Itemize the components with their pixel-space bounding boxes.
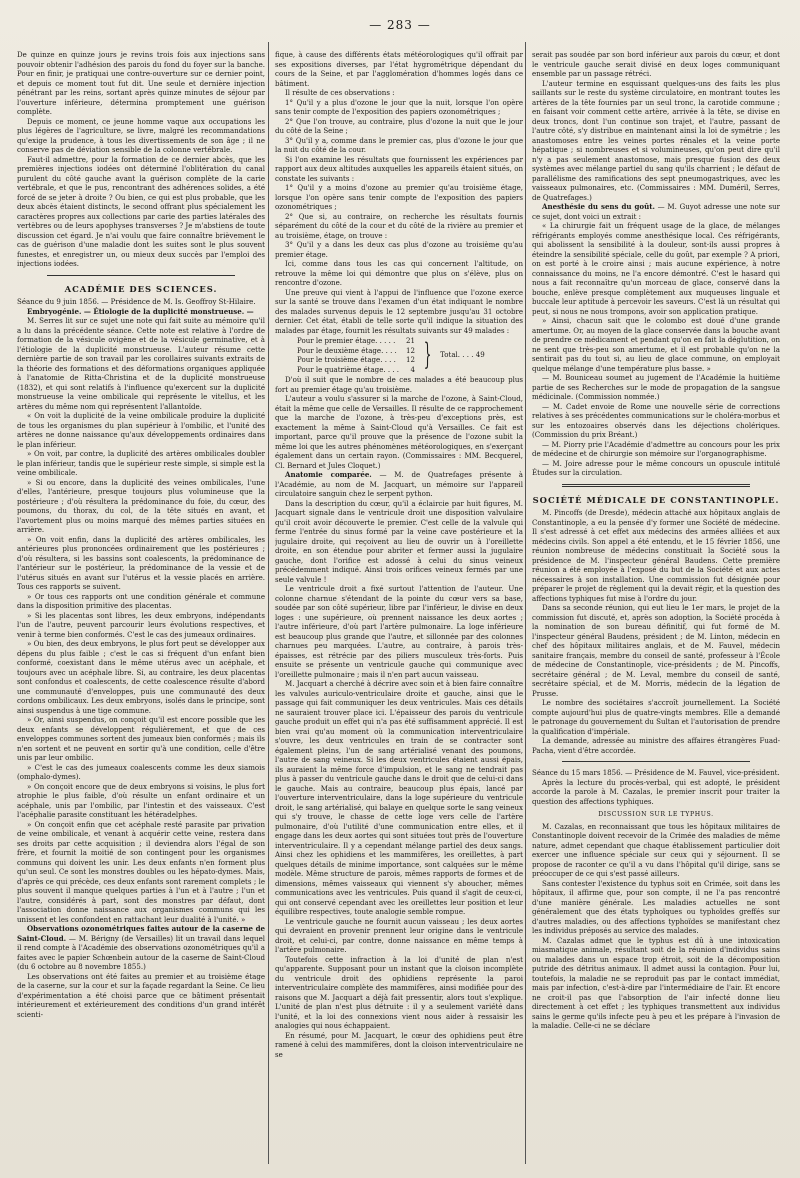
paragraph: » Or, ainsi suspendus, on conçoit qu'il est encore possible que les deux enfants se développent régulièrement, et que de ces enveloppes communes sortent des jumeaux bien conformés ; mais ils n'en sortent et ne peuvent en sortir qu'à une condition, celle d'être unis par leur ombilic. — [17, 715, 265, 762]
section-rule — [47, 275, 235, 276]
paragraph: serait pas soudée par son bord inférieur aux parois du cœur, et dont le ventricule gauche serait divisé en deux loges communiquant ensemble par un passage rétréci. — [532, 50, 780, 78]
paragraph — [17, 307, 265, 317]
paragraph: fique, à cause des différents états météorologiques qu'il offrait par ses expositions diverses, par l'état hygrométrique dépendant du cours de la Seine, et par l'agglomération d'hommes logés dans ce bâtiment. — [275, 50, 523, 88]
paragraph: — M. Cadet envoie de Rome une nouvelle série de corrections relatives à ses précédentes communications sur le choléra-morbus et sur les entozoaires observés dans les déjections cholériques. (Commission du prix Bréant.) — [532, 401, 780, 439]
section-title-academie: ACADÉMIE DES SCIENCES. — [64, 283, 218, 294]
paragraph: — M. Joire adresse pour le même concours un opuscule intitulé Études sur la circulation. — [532, 458, 780, 477]
session-line: Séance du 15 mars 1856. — Présidence de M. Fauvel, vice-président. — [532, 768, 780, 777]
embryo-title: — Étiologie de la duplicité monstrueuse. — — [81, 306, 254, 316]
paragraph: L'auteur a voulu s'assurer si la marche de l'ozone, à Saint-Cloud, était la même que celle de Versailles. Il résulte de ce rapprochement que la marche de l'ozone, à très-peu d'exceptions près, est exactement la même à Saint-Cloud qu'à Versailles. Ce fait est important, parce qu'il prouve que la présence de l'ozone subit la même loi que les autres phénomènes météorologiques, en s'exerçant également dans un certain rayon. (Commissaires : MM. Becquerel, Cl. Bernard et Jules Cloquet.) — [275, 394, 523, 470]
paragraph: Toutefois cette infraction à la loi d'unité de plan n'est qu'apparente. Supposant pour un instant que la cloison incomplète du ventricule droit des ophidiens représente la paroi interventriculaire complète des mammifères, ainsi modifiée pour des raisons que M. Jacquart a déjà fait pressentir, alors tout s'explique. L'unité de plan n'est plus détruite : il y a seulement variété dans l'unité, et la loi des connexions vient nous aider à ressaisir les analogies qui nous échappaient. — [275, 954, 523, 1030]
paragraph: Faut-il admettre, pour la formation de ce dernier abcès, que les premières injections iodées ont déterminé l'oblitération du canal purulent du côté gauche avant la guérison complète de la carie vertébrale, et que le pus, rencontrant des adhérences solides, a été forcé de se jeter à droite ? Ou bien, ce qui est plus probable, que les deux abcès étaient distincts, le second offrant plus spécialement les caractères propres aux collections par carie des parties latérales des vertèbres ou de leurs apophyses transverses ? Je m'abstiens de toute discussion cet égard. Je n'ai voulu que faire connaître brièvement le cas de guérison d'une maladie dont les suites sont le plus souvent funestes, et enregistrer un, ou mieux deux succès par l'emploi des injections iodées. — [17, 154, 265, 268]
paragraph: En résumé, pour M. Jacquart, le cœur des ophidiens peut être ramené à celui des mammifères, dont la cloison interventriculaire ne se — [275, 1030, 523, 1059]
paragraph: — M. Bouniceau soumet au jugement de l'Académie la huitième partie de ses Recherches sur le mode de propagation de la sangsue médicinale. (Commission nommée.) — [532, 373, 780, 401]
paragraph: 2° Que si, au contraire, on recherche les résultats fournis séparément du côté de la cour et du côté de la rivière au premier et au troisième, étage, on trouve : — [275, 211, 523, 240]
paragraph: Si l'on examine les résultats que fournissent les expériences par rapport aux deux altitudes auxquelles les appareils étaient situés, on constate les suivants : — [275, 154, 523, 183]
paragraph: Depuis ce moment, ce jeune homme vaque aux occupations les plus légères de l'agriculture, se livre, malgré les recommandations qu'exige la prudence, à tous les divertissements de son âge ; il ne conserve pas de déviation sensible de la colonne vertébrale. — [17, 116, 265, 154]
section-rule — [562, 484, 750, 487]
paragraph-text: — M. Bérigny (de Versailles) lit un travail dans lequel il rend compte à l'Académie des observations ozonométriques qu'il a faites avec le papier Schœnbein autour de la caserne de Saint-Cloud (du 6 octobre au 8 novembre 1855.) — [17, 933, 265, 971]
paragraph: 3° Qu'il y a dans les deux cas plus d'ozone au troisième qu'au premier étage. — [275, 240, 523, 259]
page-number: — 283 — — [369, 18, 431, 32]
column-3 — [532, 50, 780, 1162]
brace-glyph: } — [423, 337, 432, 372]
paragraph: De quinze en quinze jours je revins trois fois aux injections sans pouvoir obtenir l'adhésion des parois du fond du foyer sur la banche. Pour en finir, je pratiquai une contre-ouverture sur ce dernier point, et depuis ce moment tout fut dit. Une seule et dernière injection pénétrant par les reins, sortant après quinze minutes de séjour par l'ouverture inférieure, détermina promptement une guérison complète. — [17, 50, 265, 116]
paragraph: » Si les placentas sont libres, les deux embryons, indépendants l'un de l'autre, peuvent parcourir leurs évolutions respectives, et venir à terme bien conformés. C'est le cas des jumeaux ordinaires. — [17, 610, 265, 639]
paragraph: » On conçoit enfin que cet acéphale resté parasite par privation de veine ombilicale, et venant à acquérir cette veine, restera dans ses droits par cette acquisition ; il deviendra alors l'égal de son frère, et fournit la moitié de son contingent pour les organismes communs qui doivent les unir. Les deux enfants n'en forment plus qu'un seul. Ce sont les monstres doubles ou les hépato-dymes. Mais, d'après ce qui précède, ces deux enfants sont rarement complets ; le plus souvent il manque quelques parties à l'un et à l'autre ; l'un et l'autre, considérés à part, sont des monstres par défaut, dont l'association donne naissance aux organismes communs qui les unissent et les confondent en rattachant leur dualité à l'unité. » — [17, 819, 265, 924]
session-line: Séance du 9 juin 1856. — Présidence de M. Is. Geoffroy St-Hilaire. — [17, 297, 256, 306]
paragraph: Les observations ont été faites au premier et au troisième étage de la caserne, sur la cour et sur la façade regardant la Seine. Ce lieu d'expérimentation a été choisi parce que ce bâtiment présentait intérieurement et extérieurement des conditions d'un grand intérêt scienti- — [17, 971, 265, 1019]
embryo-heading: Embryogénie. — [27, 306, 82, 316]
list-item: Pour le troisième étage. . . . 12 — [297, 355, 415, 364]
column-rule — [268, 42, 269, 1164]
paragraph: » C'est le cas des jumeaux coalescents comme les deux siamois (omphalo-dymes). — [17, 762, 265, 781]
column-2 — [275, 50, 523, 1162]
paragraph: Ici, comme dans tous les cas qui concernent l'altitude, on retrouve la même loi qui démontre que plus on s'élève, plus on rencontre d'ozone. — [275, 259, 523, 287]
paragraph: Il résulte de ces observations : — [285, 88, 395, 97]
paragraph: Sans contester l'existence du typhus soit en Crimée, soit dans les hôpitaux, il affirme que, pour son compte, il ne l'a pas rencontré d'une manière générale. Les maladies actuelles ne sont généralement que des états typhoïques ou typhoïdes greffés sur d'autres maladies, ou des affections typhoïdes se manifestant chez les individus préposés au service des malades. — [532, 878, 780, 935]
column-rule — [525, 42, 526, 1164]
paragraph: 3° Qu'il y a, comme dans le premier cas, plus d'ozone le jour que la nuit du côté de la cour. — [275, 135, 523, 154]
paragraph: » On voit enfin, dans la duplicité des artères ombilicales, les antérieures plus prononcées ordinairement que les postérieures ; d'où résultera, si les bassins sont coalescents, la prédominance de l'antérieur sur le postérieur, la prédominance de la vessie et de l'utérus situés en avant sur l'utérus et la vessie placés en arrière. Tous ces rapports se suivent. — [17, 534, 265, 591]
paragraph: » Ainsi, chacun sait que le colombo est doué d'une grande amertume. Or, au moyen de la glace conservée dans la bouche avant de prendre ce médicament et pendant qu'on en fait la déglutition, on ne sent que très-peu son amertume, et il est probable qu'on ne la sentirait pas du tout si, au lieu de glace commune, on employait quelque mélange d'une température plus basse. » — [532, 316, 780, 373]
paragraph-text: — M. de Quatrefages présente à l'Académie, au nom de M. Jacquart, un mémoire sur l'appareil circulatoire sanguin chez le serpent python. — [275, 470, 523, 498]
paragraph: Une preuve qui vient à l'appui de l'influence que l'ozone exerce sur la santé se trouve dans l'examen d'un état indiquant le nombre des malades survenus depuis le 12 septembre jusqu'au 31 octobre dernier. Cet état, établi de telle sorte qu'il indique la situation des malades par étage, fournit les résultats suivants sur 49 malades : — [275, 287, 523, 335]
paragraph: » On conçoit encore que de deux embryons si voisins, le plus fort atrophie le plus faible, d'où résulte un enfant ordinaire et un acéphale, unis par l'ombilic, par l'intestin et des vaisseaux. C'est l'acéphalie parasite constituant les hétéradelphes. — [17, 781, 265, 819]
paragraph: 1° Qu'il y a plus d'ozone le jour que la nuit, lorsque l'on opère sans tenir compte de l'exposition des papiers ozonométriques ; — [275, 97, 523, 116]
sick-total: Total. . . . 49 — [440, 350, 485, 360]
ozone-heading: Observations ozonométriques faites autour de la caserne de Saint-Cloud. — [17, 924, 265, 943]
paragraph — [532, 202, 780, 221]
paragraph: » On voit, par contre, la duplicité des artères ombilicales doubler le plan inférieur, tandis que le supérieur reste simple, si simple est la veine ombilicale. — [17, 449, 265, 477]
section-title-societe: SOCIÉTÉ MÉDICALE DE CONSTANTINOPLE. — [532, 494, 780, 505]
paragraph: M. Cazalas admet que le typhus est dû à une intoxication miasmatique animale, résultant soit de la réunion d'individus sains ou malades dans un espace trop étroit, soit de la décomposition putride des détritus animaux. Il admet aussi la contagion. Pour lui, toutefois, la maladie ne se reproduit pas par le contact immédiat, mais par infection, c'est-à-dire par l'intermédiaire de l'air. Et encore ne croit-il pas que l'absorption de l'air infecté donne lieu directement à cet effet ; les typhiques transmettent aux individus sains le germe qu'ils infecte peu à peu et les prépare à l'invasion de la maladie. Celle-ci ne se déclare — [532, 935, 780, 1030]
paragraph: » Si ou encore, dans la duplicité des veines ombilicales, l'une d'elles, l'antérieure, presque toujours plus volumineuse que la postérieure ; d'où résultera la prédominance du foie, du cœur, des poumons, du thorax, du col, de la tête situés en avant, et l'avortement plus ou moins marqué des mêmes parties situées en arrière. — [17, 477, 265, 534]
paragraph: L'auteur termine en esquissant quelques-uns des faits les plus saillants sur le reste du système circulatoire, en montrant toutes les artères de la tête fournies par un seul tronc, la carotide commune ; en faisant voir comment cette artère, arrivée à la tête, se divise en deux troncs, dont l'un continue son trajet, et l'autre, passant de l'autre côté, s'y distribue en maintenant ainsi la loi de symétrie ; les anastomoses entre les veines portes rénales et la veine porte hépatique ; si nombreuses et si volumineuses, qu'on peut dire qu'il n'y a pas seulement anastomose, mais presque fusion des deux systèmes avec mélange partiel du sang qu'ils charrient ; le défaut de parallélisme des ramifications des sept pneumogastriques, avec les vaisseaux pulmonaires, etc. (Commissaires : MM. Duméril, Serres, de Quatrefages.) — [532, 78, 780, 202]
paragraph: Le ventricule gauche ne fournit aucun vaisseau ; les deux aortes qui devraient en provenir prennent leur origine dans le ventricule droit, et celui-ci, par contre, donne naissance en même temps à l'artère pulmonaire. — [275, 916, 523, 954]
paragraph: « On voit la duplicité de la veine ombilicale produire la duplicité de tous les organismes du plan supérieur à l'ombilic, et l'unité des artères ne donne naissance qu'aux développements ordinaires dans le plan inférieur. — [17, 411, 265, 449]
paragraph: Après la lecture du procès-verbal, qui est adopté, le président accorde la parole à M. Cazalas, le premier inscrit pour traiter la question des affections typhiques. — [532, 777, 780, 806]
paragraph: La demande, adressée au ministre des affaires étrangères Fuad-Pacha, vient d'être accordée. — [532, 736, 780, 755]
paragraph: « La chirurgie fait un fréquent usage de la glace, de mélanges réfrigérants employés comme anesthésique local. Ces réfrigérants, qui abolissent la sensibilité à la douleur, sont-ils aussi propres à éteindre la sensibilité spéciale, celle du goût, par exemple ? A priori, on est porté à le croire ainsi ; mais aucune expérience, à notre connaissance du moins, ne l'a encore démontré. C'est le hasard qui nous a fait reconnaître qu'un morceau de glace, conservé dans la bouche, enlève presque complètement aux muqueuses linguale et buccale leur aptitude à percevoir les saveurs. C'est là un résultat qui peut, si nous ne nous trompons, avoir son application pratique. — [532, 221, 780, 316]
paragraph: M. Serres lit sur ce sujet une note qui fait suite au mémoire qu'il a lu dans la précédente séance. Cette note est relative à l'ordre de formation de la vésicule ovigène et de la vésicule germinative, et à l'étiologie de la duplicité monstrueuse. L'auteur résume cette dernière partie de son travail par les corollaires suivants extraits de la théorie des formations et des déformations organiques appliquée à l'anatomie de Ritta-Christina et de la duplicité monstrueuse (1832), et qui sont relatifs à l'influence qu'exercent sur la duplicité monstrueuse la veine ombilicale qui représente le vitellus, et les artères du même nom qui représentent l'allantoïde. — [17, 316, 265, 411]
list-item: Pour le quatrième étage. . . . 4 — [297, 364, 415, 374]
paragraph: M. Jacquart a cherché à décrire avec soin et à bien faire connaître les valvules auriculo-ventriculaire droite et gauche, ainsi que le passage qui fait communiquer les deux ventricules. Mais ces détails ne sauraient trouver place ici. L'épaisseur des parois du ventricule gauche produit un effet qui n'a pas été suffisamment apprécié. Il est bien vrai qu'au moment où la communication interventriculaire s'ouvre, les deux ventricules en train de se contracter sont également pleins, l'un de sang artérialisé venant des poumons, l'autre de sang veineux. Si les deux ventricules étaient aussi épais, ils auraient la même force d'impulsion, et le sang ne tendrait pas plus à passer du ventricule gauche dans le droit que de celui-ci dans le gauche. Mais au contraire, beaucoup plus épais, lancé par l'ouverture interventriculaire, dans la loge supérieure du ventricule droit, le sang artérialisé, qui balaye en quelque sorte le sang veineux qui s'y trouve, le chasse de cette loge vers celle de l'artère pulmonaire, d'où l'utilité d'une communication entre elles, et il engage dans les deux aortes qui sont situées tout près de l'ouverture interventriculaire. Il y a cependant mélange partiel des deux sangs. Ainsi chez les ophidiens et les mammifères, les oreillettes, à part quelques détails de minime importance, sont calquées sur le même modèle. Même structure de parois, mêmes rapports de formes et de dimensions, mêmes vaisseaux qui viennent s'y aboucher, mêmes communications avec les ventricules. Puis quand il s'agit de ceux-ci, qui ont conservé cependant avec les oreillettes leur position et leur équilibre respectives, toute analogie semble rompue. — [275, 679, 523, 916]
paragraph: » Ou bien, des deux embryons, le plus fort peut se développer aux dépens du plus faible ; c'est le cas si fréquent d'un enfant bien conformé, coexistant dans le même utérus avec un acéphale, et toujours avec un acéphale libre. Si, au contraire, les deux placentas sont confondus et coalescents, de cette coalescence résulte d'abord une communauté d'enveloppes, puis une communauté des deux cordons ombilicaux. Les deux embryons, isolés dans le principe, sont ainsi suspendus à une tige commune. — [17, 639, 265, 715]
paragraph: 1° Qu'il y a moins d'ozone au premier qu'au troisième étage, lorsque l'on opère sans tenir compte de l'exposition des papiers ozonométriques ; — [275, 183, 523, 211]
paragraph — [17, 924, 265, 972]
anatomy-heading: Anatomie comparée. — [285, 470, 372, 479]
paragraph: Le nombre des sociétaires s'accroît journellement. La Société compte aujourd'hui plus de quatre-vingts membres. Elle a demandé le patronage du gouvernement du Sultan et l'autorisation de prendre la qualification d'impériale. — [532, 698, 780, 736]
paragraph: — M. Piorry prie l'Académie d'admettre au concours pour les prix de médecine et de chirurgie son mémoire sur l'organographisme. — [532, 439, 780, 458]
list-item: Pour le deuxième étage. . . . 12 — [297, 345, 415, 355]
paragraph: Dans sa seconde réunion, qui eut lieu le 1er mars, le projet de la commission fut discuté, et, après son adoption, la Société procéda à la nomination de son bureau définitif, qui fut formé de M. l'inspecteur général Baudens, président ; de M. Linton, médecin en chef des hôpitaux militaires anglais, et de M. Fauvel, médecin sanitaire français, membre du conseil de santé, professeur à l'École de médecine de Constantinople, vice-présidents ; de M. Pincoffs, secrétaire général ; de M. Leval, membre du conseil de santé, secrétaire spécial, et de M. Morris, médecin de la légation de Prusse. — [532, 603, 780, 698]
paragraph: M. Cazalas, en reconnaissant que tous les hôpitaux militaires de Constantinople doivent recevoir de la Crimée des maladies de même nature, admet cependant que chaque établissement particulier doit exercer une influence spéciale sur ceux qui y séjournent. Il se propose de raconter ce qu'il a vu dans l'hôpital qu'il dirige, sans se préoccuper de ce qui s'est passé ailleurs. — [532, 821, 780, 878]
column-1 — [17, 50, 265, 1162]
typhus-subtitle: DISCUSSION SUR LE TYPHUS. — [598, 811, 714, 818]
list-item: Pour le premier étage. . . . . 21 — [297, 336, 415, 345]
paragraph: 2° Que l'on trouve, au contraire, plus d'ozone la nuit que le jour du côté de la Seine ; — [275, 116, 523, 135]
paragraph: M. Pincoffs (de Dresde), médecin attaché aux hôpitaux anglais de Constantinople, a eu la pensée d'y former une Société de médecine. Il s'est adressé à cet effet aux médecins des armées alliées et aux médecins civils. Son appel a été entendu, et le 15 février 1856, une réunion nombreuse de médecins constituait la Société sous la présidence de M. l'inspecteur général Baudens. Cette première réunion a été employée à l'exposé du but de la Société et aux actes nécessaires à son installation. Une commission fut désignée pour préparer le projet de règlement qui la devait régir, et la question des affections typhiques fut mise à l'ordre du jour. — [532, 508, 780, 603]
paragraph: Le ventricule droit a fixé surtout l'attention de l'auteur. Une colonne charnue s'étendant de la pointe du cœur vers sa base, soudée par son côté supérieur, libre par l'inférieur, le divise en deux loges : une supérieure, où prennent naissance les deux aortes ; l'autre inférieure, d'où part l'artère pulmonaire. La loge inférieure est beaucoup plus grande que l'autre, et sillonnée par des colonnes charnues peu marquées. L'autre, au contraire, à parois très-épaisses, est rétrécie par des piliers musculeux très-forts. Puis ensuite se présente un ventricule gauche qui communique avec l'oreillette pulmonaire ; mais il n'en part aucun vaisseau. — [275, 584, 523, 679]
anesthesia-heading: Anesthésie du sens du goût. — [542, 202, 655, 211]
paragraph — [275, 470, 523, 499]
sick-by-floor-list — [297, 336, 523, 374]
paragraph: » Or tous ces rapports ont une condition générale et commune dans la disposition primitive des placentas. — [17, 591, 265, 610]
section-rule — [562, 761, 750, 762]
paragraph: D'où il suit que le nombre de ces malades a été beaucoup plus fort au premier étage qu'au troisième. — [275, 375, 523, 394]
paragraph: Dans la description du cœur, qu'il a éclaircie par huit figures, M. Jacquart signale dans le ventricule droit une disposition valvulaire qu'il croit avoir découverte le premier. C'est celle de la valvule qui ferme l'entrée du sinus formé par la veine cave postérieure et la jugulaire droite, qui reçoivent au lieu de ouvrir un à l'oreillette droite, en son étendue pour abriter et fermer aussi la jugulaire gauche, dont l'orifice est adossé à celui du sinus veineux précédemment indiqué. Ainsi trois orifices veineux fermés par une seule valvule ! — [275, 498, 523, 584]
paragraph-text: — M. Guyot adresse une note sur ce sujet, dont voici un extrait : — [532, 202, 780, 221]
